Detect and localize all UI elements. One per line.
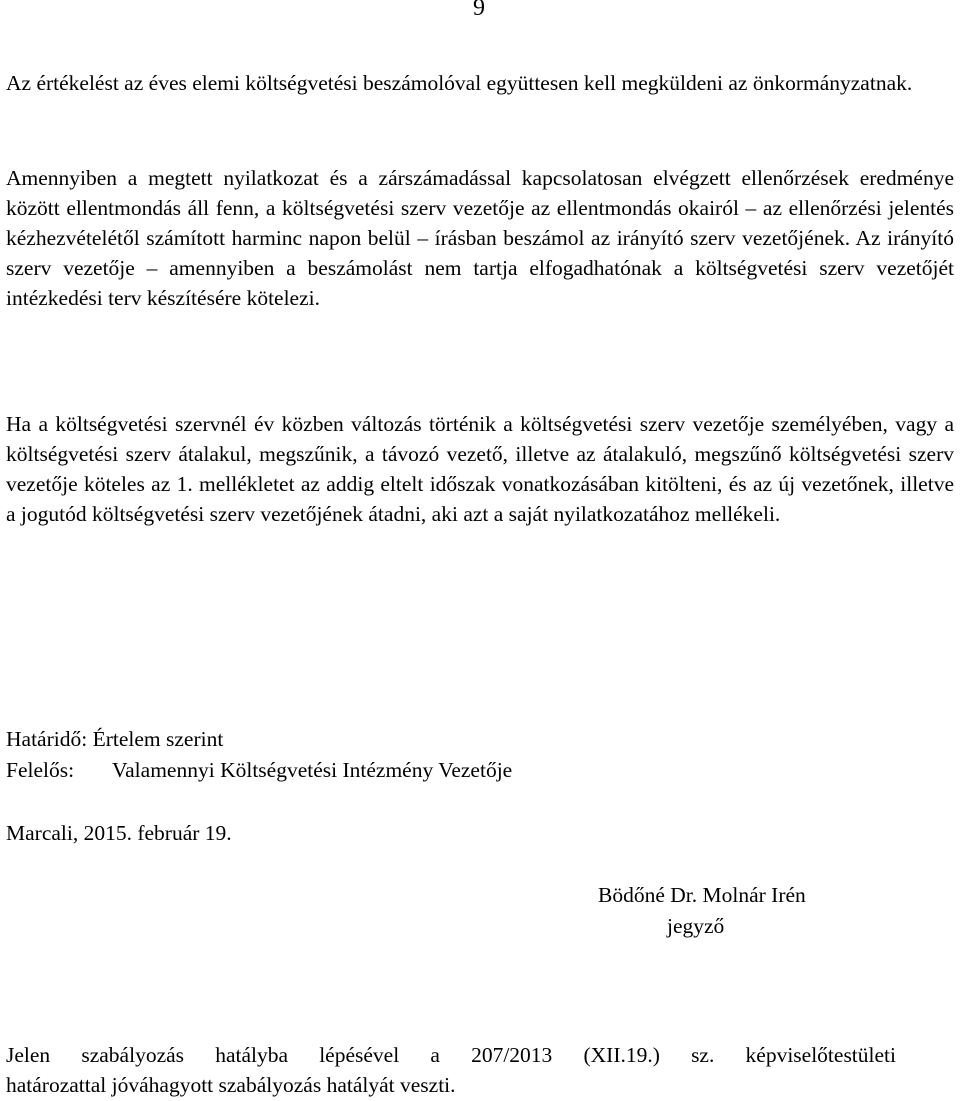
closing-statement bbox=[6, 1040, 896, 1100]
place-date: Marcali, 2015. február 19. bbox=[6, 821, 232, 845]
paragraph-submission: Az értékelést az éves elemi költségvetési beszámolóval együttesen kell megküldeni az önkormányzatnak. bbox=[6, 71, 913, 95]
paragraph-contradiction: Amennyiben a megtett nyilatkozat és a zárszámadással kapcsolatosan elvégzett ellenőrzések eredménye között ellentmondás áll fenn, a költségvetési szerv vezetője az ellentmondás okairól – az ellenőrzési jelentés kézhezvételétől számított harminc napon belül – írásban beszámol az irányító szerv vezetőjének. Az irányító szerv vezetője – amennyiben a beszámolást nem tartja elfogadhatónak a költségvetési szerv vezetőjét intézkedési terv készítésére kötelezi. bbox=[6, 166, 954, 310]
signer-name: Bödőné Dr. Molnár Irén bbox=[598, 883, 806, 907]
responsible-line bbox=[6, 755, 512, 785]
responsible-label: Felelős: bbox=[6, 758, 75, 782]
page-number: 9 bbox=[473, 0, 485, 21]
closing-line-2: határozattal jóváhagyott szabályozás hatályát veszti. bbox=[6, 1073, 456, 1097]
closing-line-1: Jelen szabályozás hatályba lépésével a 207/2013 (XII.19.) sz. képviselőtestületi bbox=[6, 1043, 896, 1067]
signer-title: jegyző bbox=[667, 914, 725, 938]
paragraph-leader-change: Ha a költségvetési szervnél év közben változás történik a költségvetési szerv vezetője személyében, vagy a költségvetési szerv átalakul, megszűnik, a távozó vezető, illetve az átalakuló, megszűnő költségvetési szerv vezetője köteles az 1. mellékletet az addig eltelt időszak vonatkozásában kitölteni, és az új vezetőnek, illetve a jogutód költségvetési szerv vezetőjének átadni, aki azt a saját nyilatkozatához mellékeli. bbox=[6, 412, 954, 526]
responsible-value: Valamennyi Költségvetési Intézmény Vezetője bbox=[112, 758, 513, 782]
deadline-line: Határidő: Értelem szerint bbox=[6, 727, 224, 751]
